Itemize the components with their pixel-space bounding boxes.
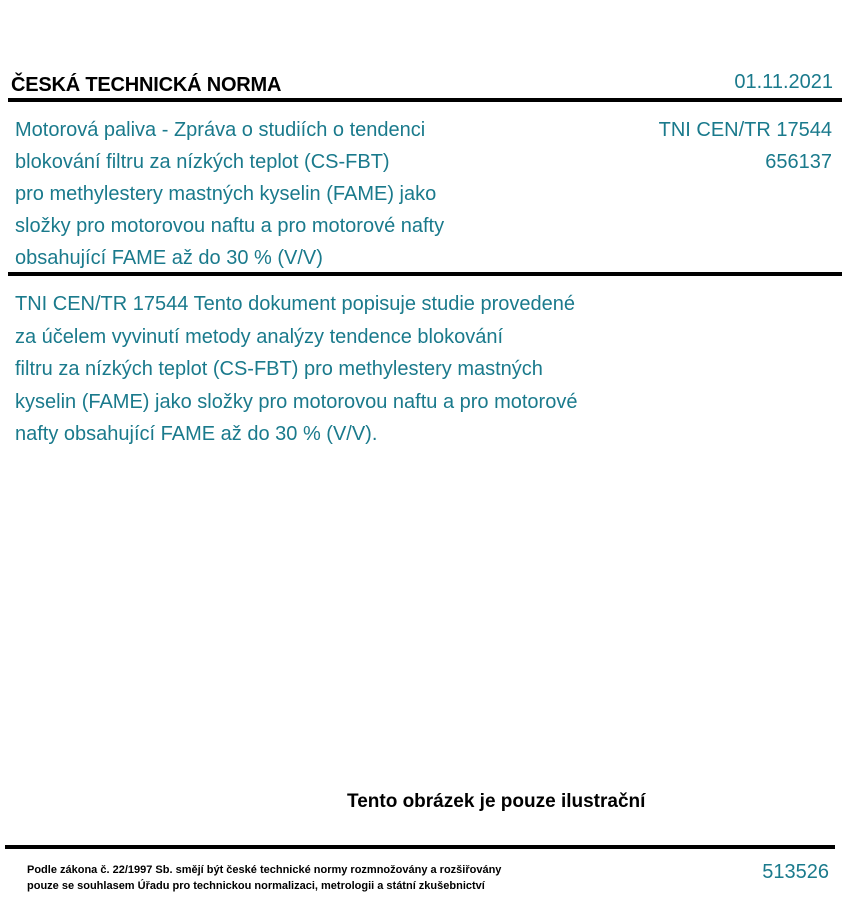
footer-legal-notice <box>27 862 501 894</box>
document-date: 01.11.2021 <box>734 71 833 93</box>
title-line: Motorová paliva - Zpráva o studiích o tendenci <box>15 119 426 141</box>
legal-line: pouze se souhlasem Úřadu pro technickou normalizaci, metrologii a státní zkušebnictví <box>27 880 485 892</box>
document-title <box>15 114 495 274</box>
org-name-heading: ČESKÁ TECHNICKÁ NORMA <box>11 74 282 96</box>
document-identifiers <box>659 114 832 178</box>
abstract-line: TNI CEN/TR 17544 Tento dokument popisuje studie provedené <box>15 293 575 315</box>
footer-number: 513526 <box>762 861 829 883</box>
title-divider <box>8 272 842 276</box>
title-line: pro methylestery mastných kyselin (FAME) jako <box>15 183 437 205</box>
illustration-note: Tento obrázek je pouze ilustrační <box>347 791 646 812</box>
document-code: TNI CEN/TR 17544 <box>658 119 832 141</box>
catalog-number: 656137 <box>765 151 832 173</box>
header-divider <box>8 98 842 102</box>
footer-divider <box>5 845 835 849</box>
document-abstract <box>15 288 655 451</box>
legal-line: Podle zákona č. 22/1997 Sb. smějí být české technické normy rozmnožovány a rozšiřovány <box>27 864 502 876</box>
abstract-line: filtru za nízkých teplot (CS-FBT) pro methylestery mastných <box>15 358 543 380</box>
title-line: obsahující FAME až do 30 % (V/V) <box>15 247 323 269</box>
title-line: složky pro motorovou naftu a pro motorové nafty <box>15 215 445 237</box>
abstract-line: za účelem vyvinutí metody analýzy tendence blokování <box>15 325 504 348</box>
abstract-line: kyselin (FAME) jako složky pro motorovou naftu a pro motorové <box>15 390 578 413</box>
abstract-line: nafty obsahující FAME až do 30 % (V/V). <box>15 423 378 445</box>
title-line: blokování filtru za nízkých teplot (CS-FBT) <box>15 151 390 173</box>
